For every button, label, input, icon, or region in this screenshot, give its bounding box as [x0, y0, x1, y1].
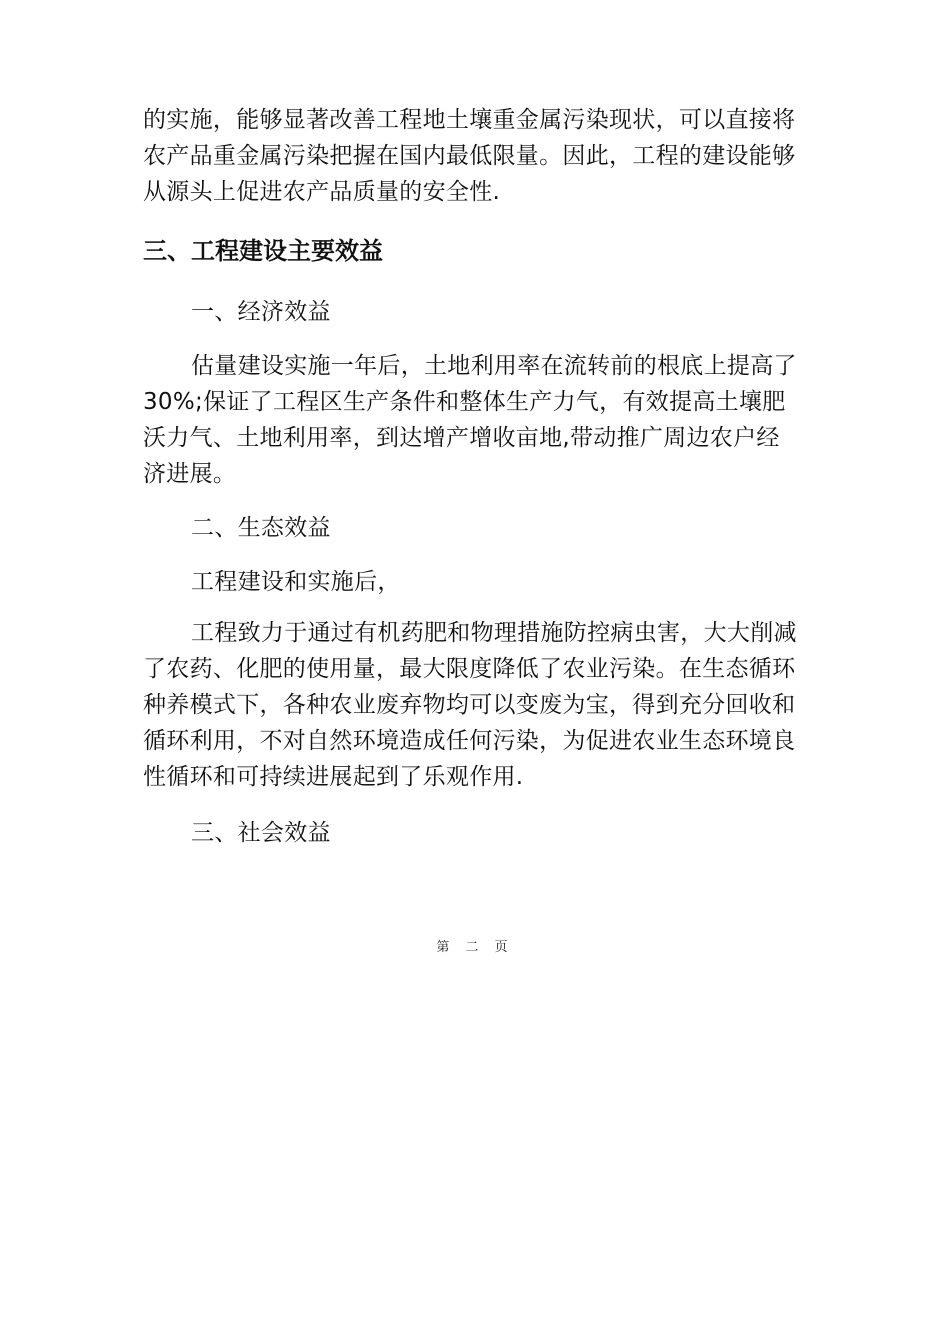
paragraph-intro	[143, 102, 795, 210]
section-heading: 三、工程建设主要效益	[143, 237, 383, 265]
text-line: 农产品重金属污染把握在国内最低限量。因此，工程的建设能够	[143, 143, 796, 169]
text-line: 从源头上促进农产品质量的安全性.	[143, 179, 501, 205]
subheading-ecological: 二、生态效益	[191, 515, 331, 541]
subheading-economic: 一、经济效益	[191, 299, 331, 325]
text-line: 种养模式下，各种农业废弃物均可以变废为宝，得到充分回收和	[143, 692, 796, 718]
text-line: 的实施，能够显著改善工程地土壤重金属污染现状，可以直接将	[143, 107, 796, 133]
text-line: 30%;保证了工程区生产条件和整体生产力气，有效提高土壤肥	[143, 389, 786, 415]
paragraph-economic	[143, 348, 797, 492]
page-number-footer: 第 二 页	[436, 940, 514, 955]
text-line: 了农药、化肥的使用量，最大限度降低了农业污染。在生态循环	[143, 656, 796, 682]
subheading-social: 三、社会效益	[191, 820, 331, 846]
text-line: 沃力气、土地利用率，到达增产增收亩地,带动推广周边农户经	[143, 425, 780, 451]
text-line: 工程致力于通过有机药肥和物理措施防控病虫害，大大削减	[191, 620, 797, 646]
paragraph-ecological-intro: 工程建设和实施后，	[191, 569, 401, 595]
text-line: 估量建设实施一年后，土地利用率在流转前的根底上提高了	[191, 353, 797, 379]
text-line: 济进展。	[143, 461, 237, 487]
text-line: 性循环和可持续进展起到了乐观作用.	[143, 764, 524, 790]
paragraph-ecological	[143, 615, 797, 795]
text-line: 循环利用，不对自然环境造成任何污染，为促进农业生态环境良	[143, 728, 796, 754]
